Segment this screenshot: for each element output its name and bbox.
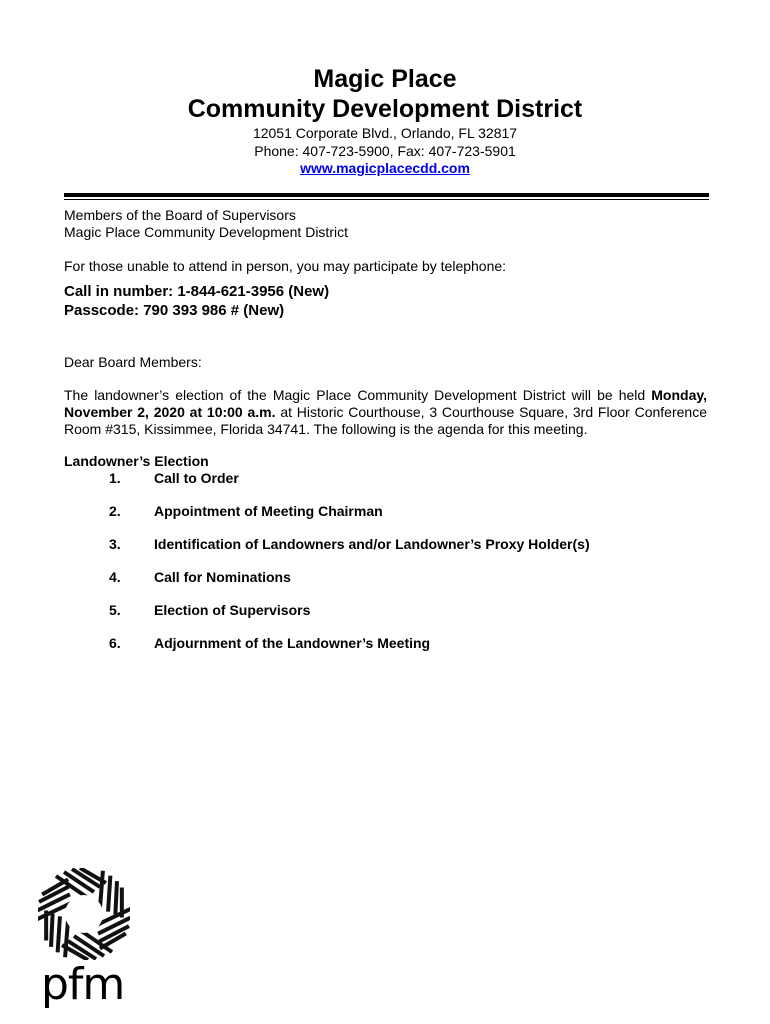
phone-fax: Phone: 407-723-5900, Fax: 407-723-5901 [254,143,516,159]
pfm-logo-icon [38,868,130,960]
agenda-item-text: Adjournment of the Landowner’s Meeting [154,635,431,651]
agenda-item-number: 2. [109,503,121,519]
agenda-item-number: 3. [109,536,121,552]
agenda-item [64,569,707,602]
agenda-item [64,470,707,503]
pfm-wordmark: pfm [41,959,125,1010]
letter-body [64,207,707,668]
agenda-item [64,536,707,569]
agenda-item-number: 4. [109,569,121,585]
call-in-number: Call in number: 1-844-621-3956 (New) [64,283,330,300]
salutation: Dear Board Members: [64,354,202,370]
header-divider-thin [64,199,709,200]
header-divider-thick [64,193,709,197]
meeting-datetime: Monday, November 2, 2020 at 10:00 a.m. [64,387,707,420]
agenda-item-text: Identification of Landowners and/or Landowner’s Proxy Holder(s) [154,536,590,552]
agenda-item [64,503,707,536]
notice-text-2: at Historic Courthouse, 3 Courthouse Square, 3rd Floor Conference Room #315, Kissimmee, Florida 34741. The following is the agenda for this meeting. [64,404,707,437]
passcode: Passcode: 790 393 986 # (New) [64,302,285,319]
notice-text-1: The landowner’s election of the Magic Place Community Development District will be held [64,387,652,403]
agenda-item-number: 1. [109,470,121,486]
agenda-item-text: Appointment of Meeting Chairman [154,503,383,519]
agenda-item-text: Call to Order [154,470,239,486]
agenda-item-text: Call for Nominations [154,569,291,585]
agenda-item-number: 6. [109,635,121,651]
district-name: Magic Place [313,65,457,93]
agenda-item-number: 5. [109,602,121,618]
agenda-item [64,602,707,635]
recipient-line-1: Members of the Board of Supervisors [64,207,296,223]
agenda-item-text: Election of Supervisors [154,602,311,618]
agenda-item [64,635,707,668]
agenda-list [64,470,707,668]
agenda-title: Landowner’s Election [64,453,209,469]
address: 12051 Corporate Blvd., Orlando, FL 32817 [252,125,518,141]
recipient-line-2: Magic Place Community Development District [64,224,348,240]
website-link[interactable]: www.magicplacecdd.com [300,160,470,176]
district-subtitle: Community Development District [187,95,583,123]
letterhead [0,64,770,177]
meeting-notice [64,387,707,438]
telephone-note: For those unable to attend in person, you may participate by telephone: [64,258,507,274]
